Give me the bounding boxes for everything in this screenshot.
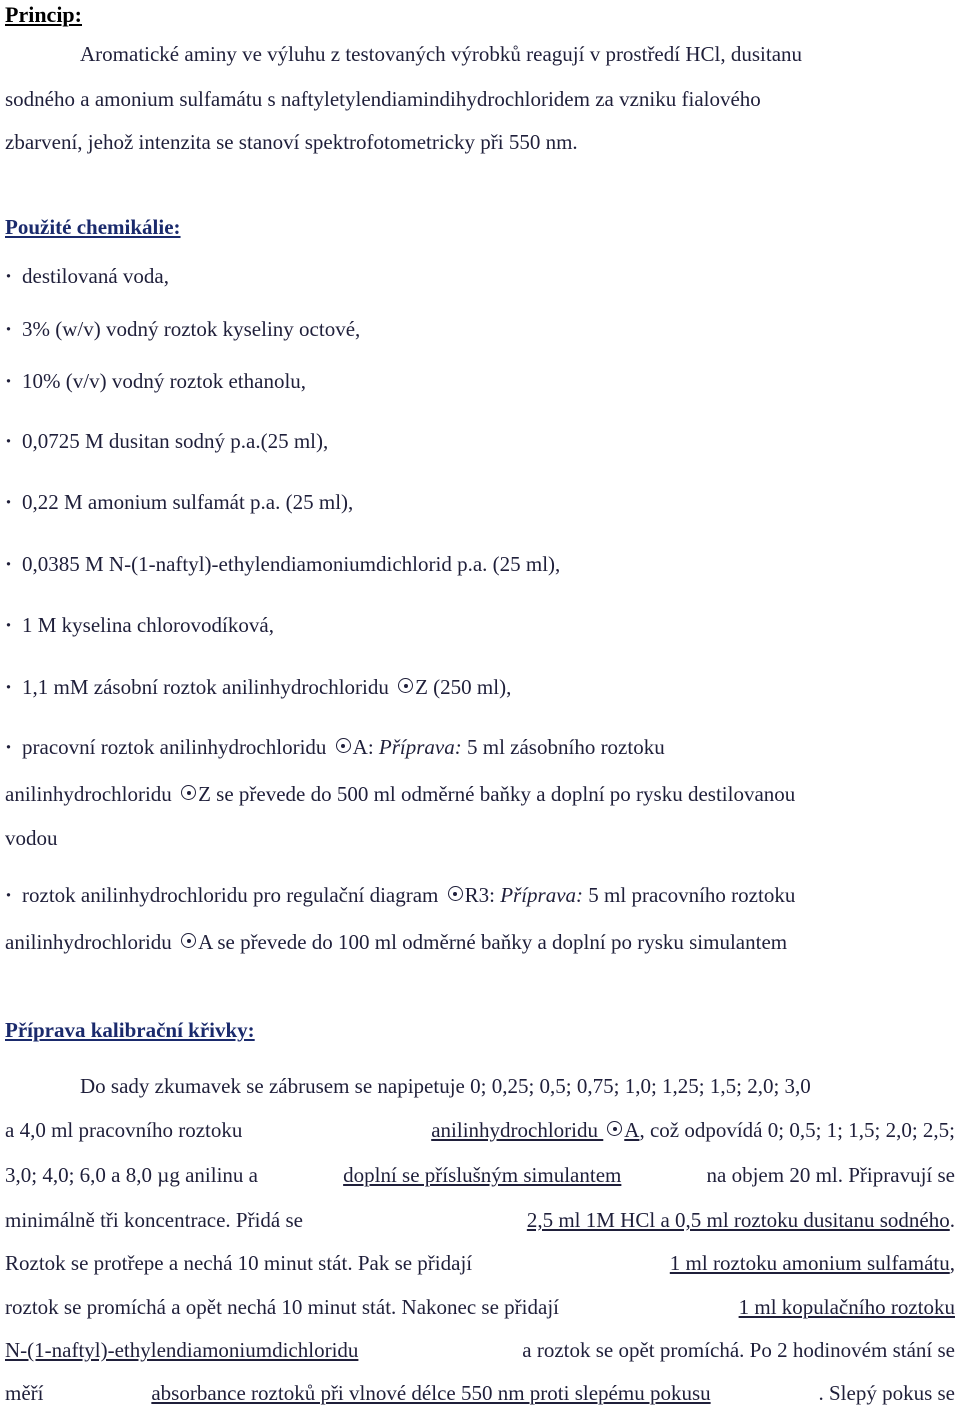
bullet: · xyxy=(5,675,13,699)
chemical-item-regulation-solution: · roztok anilinhydrochloridu pro regulační diagram R3: Příprava: 5 ml pracovního roztoku xyxy=(5,883,796,907)
princip-heading: Princip: xyxy=(5,2,82,27)
bullet: · xyxy=(5,552,13,576)
bullet: · xyxy=(5,883,13,907)
bullet: · xyxy=(5,429,13,453)
calibration-line-7: N-(1-naftyl)-ethylendiamoniumdichloridu a roztok se opět promíchá. Po 2 hodinovém stání se xyxy=(5,1338,955,1362)
chemical-item: · 10% (v/v) vodný roztok ethanolu, xyxy=(5,369,307,393)
calibration-line-5: Roztok se protřepe a nechá 10 minut stát. Pak se přidají 1 ml roztoku amonium sulfamátu, xyxy=(5,1251,955,1275)
chemical-item-stock-solution: · 1,1 mM zásobní roztok anilinhydrochloridu Z (250 ml), xyxy=(5,675,512,699)
chemical-item: · 3% (w/v) vodný roztok kyseliny octové, xyxy=(5,317,361,341)
bullet: · xyxy=(5,735,13,759)
calibration-line-1: Do sady zkumavek se zábrusem se napipetuje 0; 0,25; 0,5; 0,75; 1,0; 1,25; 1,5; 2,0; 3,0 xyxy=(80,1074,811,1098)
calibration-line-3: 3,0; 4,0; 6,0 a 8,0 µg anilinu a doplní se příslušným simulantem na objem 20 ml. Připravují se xyxy=(5,1163,955,1187)
bullet: · xyxy=(5,490,13,514)
solution-symbol-icon xyxy=(181,933,196,948)
chemicals-heading: Použité chemikálie: xyxy=(5,215,181,239)
chemical-item: · 0,22 M amonium sulfamát p.a. (25 ml), xyxy=(5,490,354,514)
princip-line-1: Aromatické aminy ve výluhu z testovaných výrobků reagují v prostředí HCl, dusitanu xyxy=(80,42,803,66)
solution-symbol-icon xyxy=(398,678,413,693)
solution-symbol-icon xyxy=(607,1121,622,1136)
princip-line-3: zbarvení, jehož intenzita se stanoví spektrofotometricky při 550 nm. xyxy=(5,130,578,154)
working-solution-line-2: anilinhydrochloridu Z se převede do 500 ml odměrné baňky a doplní po rysku destilovanou xyxy=(5,782,796,806)
solution-symbol-icon xyxy=(181,785,196,800)
calibration-line-8: měří absorbance roztoků při vlnové délce 550 nm proti slepému pokusu . Slepý pokus se xyxy=(5,1381,955,1405)
regulation-solution-line-2: anilinhydrochloridu A se převede do 100 ml odměrné baňky a doplní po rysku simulantem xyxy=(5,930,788,954)
chemical-item: · 0,0385 M N-(1-naftyl)-ethylendiamoniumdichlorid p.a. (25 ml), xyxy=(5,552,561,576)
princip-line-2: sodného a amonium sulfamátu s naftyletylendiamindihydrochloridem za vzniku fialového xyxy=(5,87,761,111)
calibration-line-2: a 4,0 ml pracovního roztoku anilinhydrochloridu A, což odpovídá 0; 0,5; 1; 1,5; 2,0; 2,5; xyxy=(5,1118,955,1142)
calibration-heading: Příprava kalibrační křivky: xyxy=(5,1018,255,1042)
chemical-item-working-solution: · pracovní roztok anilinhydrochloridu A: Příprava: 5 ml zásobního roztoku xyxy=(5,735,665,759)
bullet: · xyxy=(5,613,13,637)
calibration-line-4: minimálně tři koncentrace. Přidá se 2,5 ml 1M HCl a 0,5 ml roztoku dusitanu sodného. xyxy=(5,1208,955,1232)
calibration-line-6: roztok se promíchá a opět nechá 10 minut stát. Nakonec se přidají 1 ml kopulačního roztoku xyxy=(5,1295,955,1319)
solution-symbol-icon xyxy=(336,738,351,753)
chemical-item: · 0,0725 M dusitan sodný p.a.(25 ml), xyxy=(5,429,329,453)
working-solution-line-3: vodou xyxy=(5,826,58,850)
chemical-item: · destilovaná voda, xyxy=(5,264,169,288)
bullet: · xyxy=(5,264,13,288)
bullet: · xyxy=(5,317,13,341)
bullet: · xyxy=(5,369,13,393)
solution-symbol-icon xyxy=(448,886,463,901)
chemical-item: · 1 M kyselina chlorovodíková, xyxy=(5,613,274,637)
